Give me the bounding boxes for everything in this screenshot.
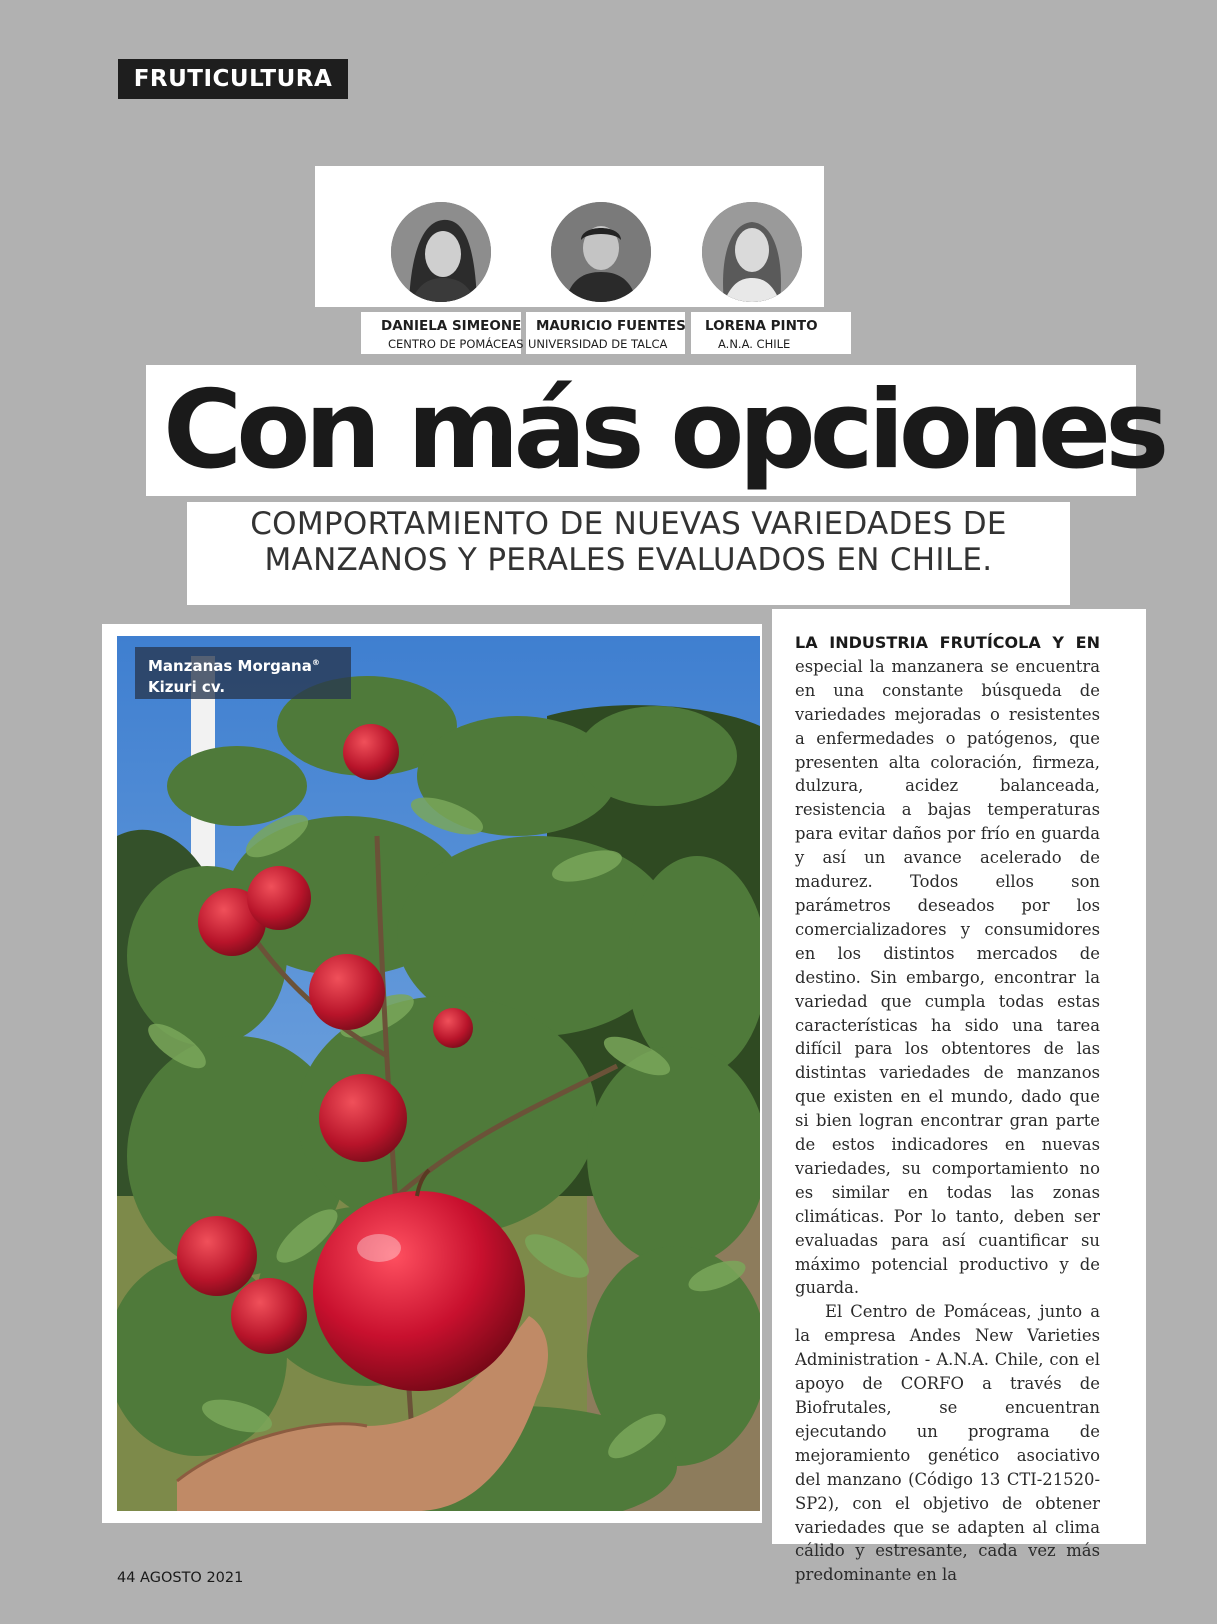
- caption-line: Kizuri cv.: [148, 678, 226, 696]
- page-title: Con más opciones: [163, 368, 1164, 493]
- author-affiliation: A.N.A. CHILE: [718, 337, 791, 351]
- article-column: [772, 609, 1146, 1585]
- author-name: DANIELA SIMEONE: [381, 318, 522, 334]
- author-photo-lorena-pinto: [702, 202, 802, 302]
- section-tag: FRUTICULTURA: [118, 59, 348, 99]
- subtitle-banner: [187, 502, 1070, 605]
- article-body: [795, 631, 1100, 1587]
- page-folio: 44 AGOSTO 2021: [117, 1570, 244, 1586]
- author-name: LORENA PINTO: [705, 318, 818, 334]
- lead-in: LA INDUSTRIA FRUTÍCOLA Y EN: [795, 633, 1100, 652]
- photo-caption: [135, 647, 351, 699]
- author-credit: [691, 312, 851, 354]
- author-affiliation: UNIVERSIDAD DE TALCA: [528, 337, 668, 351]
- apple-tree-photo: [117, 636, 760, 1511]
- paragraph-text: especial la manzanera se encuentra en una constante búsqueda de variedades mejoradas o resistentes a enfermedades o patógenos, que presenten alta coloración, firmeza, dulzura, acidez balanceada, resistencia a bajas temperaturas para evitar daños por frío en guarda y así un avance acelerado de madurez. Todos ellos son parámetros deseados por los comercializadores y consumidores en los distintos mercados de destino. Sin embargo, encontrar la variedad que cumpla todas estas características ha sido una tarea difícil para los obtentores de las distintas variedades de manzanos que existen en el mundo, dado que si bien logran encontrar gran parte de estos indicadores en nuevas variedades, su comportamiento no es similar en todas las zonas climáticas. Por lo tanto, deben ser evaluadas para así cuantificar su máximo potencial productivo y de guarda.: [795, 656, 1100, 1298]
- registered-mark: ®: [311, 658, 320, 667]
- author-photo-mauricio-fuentes: [551, 202, 651, 302]
- photo-frame: [102, 624, 762, 1523]
- author-credit: [361, 312, 524, 354]
- author-credit: [526, 312, 685, 354]
- caption-line: Manzanas Morgana: [148, 657, 312, 675]
- subtitle: [187, 506, 1070, 578]
- subtitle-line: MANZANOS Y PERALES EVALUADOS EN CHILE.: [264, 542, 993, 578]
- article-paragraph: El Centro de Pomáceas, junto a la empresa Andes New Varieties Administration - A.N.A. Chile, con el apoyo de CORFO a través de Biofrutales, se encuentran ejecutando un programa de mejoramiento genético asociativo del manzano (Código 13 CTI-21520-SP2), con el objetivo de obtener variedades que se adapten al clima cálido y estresante, cada vez más predominante en la: [795, 1302, 1100, 1585]
- author-photo-daniela-simeone: [391, 202, 491, 302]
- subtitle-line: COMPORTAMIENTO DE NUEVAS VARIEDADES DE: [250, 506, 1007, 542]
- article-paragraph: [795, 631, 1100, 1300]
- author-affiliation: CENTRO DE POMÁCEAS: [388, 337, 524, 351]
- title-banner: [146, 365, 1164, 496]
- author-photos: [315, 166, 824, 307]
- author-name: MAURICIO FUENTES: [536, 318, 686, 334]
